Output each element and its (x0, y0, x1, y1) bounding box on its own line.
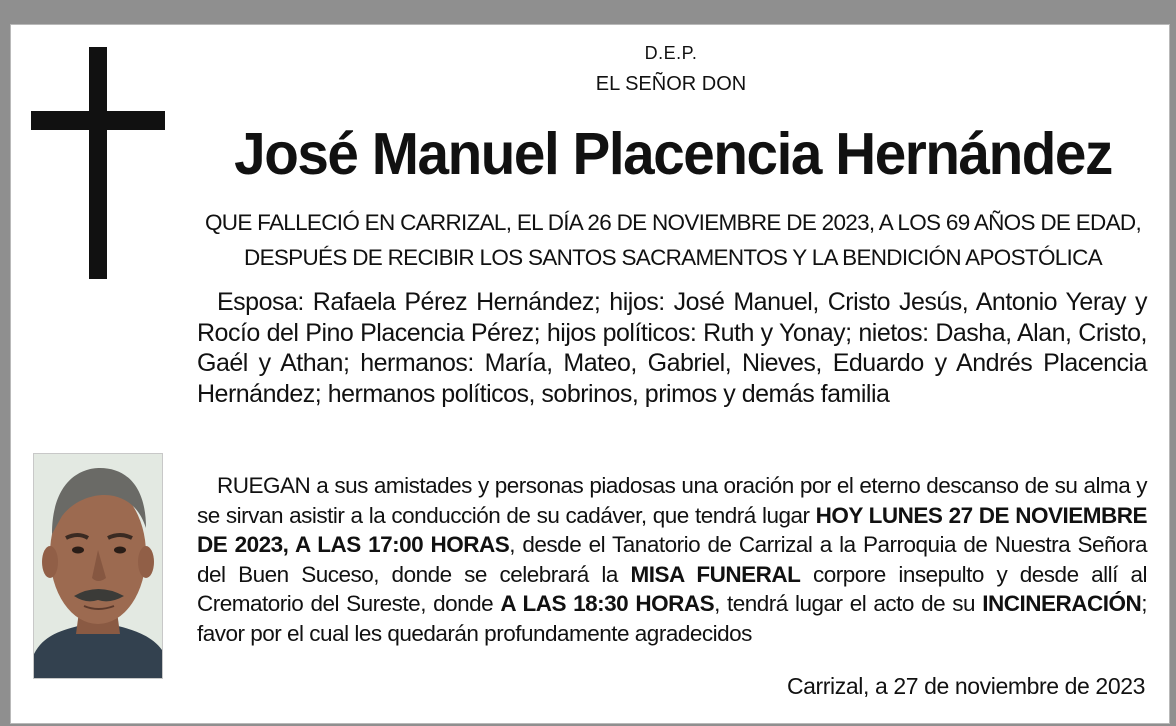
funeral-request (197, 471, 1147, 648)
intro-label: EL SEÑOR DON (595, 73, 747, 95)
place-date: Carrizal, a 27 de noviembre de 2023 (786, 673, 1145, 699)
portrait-icon (34, 454, 162, 678)
deceased-name: José Manuel Placencia Hernández (234, 121, 1112, 187)
request-text-3: corpore insepulto y desde allí al Crematorio del Sureste, donde (197, 561, 1147, 616)
dep-label: D.E.P. (644, 43, 698, 63)
request-cremation-time: A LAS 18:30 HORAS (500, 591, 715, 616)
request-date-time: HOY LUNES 27 DE NOVIEMBRE DE 2023, A LAS 17:00 HORAS (197, 502, 1147, 557)
request-text-2: , desde el Tanatorio de Carrizal a la Parroquia de Nuestra Señora del Buen Suceso, donde se celebrará la (197, 532, 1148, 587)
request-text-1: RUEGAN a sus amistades y personas piadosas una oración por el eterno descanso de su alma y se sirvan asistir a la conducción de su cadáver, que tendrá lugar (197, 473, 1147, 528)
request-text-4: , tendrá lugar el acto de su (714, 591, 983, 616)
obituary-card (10, 24, 1170, 724)
death-notice: QUE FALLECIÓ EN CARRIZAL, EL DÍA 26 DE NOVIEMBRE DE 2023, A LOS 69 AÑOS DE EDAD, DESPUÉS DE RECIBIR LOS SANTOS SACRAMENTOS Y LA BENDICIÓN APOSTÓLICA (204, 210, 1142, 270)
portrait-photo (33, 453, 163, 679)
cross-icon (31, 47, 165, 279)
request-incineration: INCINERACIÓN (982, 591, 1142, 616)
request-text-5: ; favor por el cual les quedarán profundamente agradecidos (197, 591, 1147, 646)
family-list: Esposa: Rafaela Pérez Hernández; hijos: José Manuel, Cristo Jesús, Antonio Yeray y Rocío del Pino Placencia Pérez; hijos políticos: Ruth y Yonay; nietos: Dasha, Alan, Cristo, Gaél y Athan; hermanos: María, Mateo, Gabriel, Nieves, Eduardo y Andrés Placencia Hernández; hermanos políticos, sobrinos, primos y demás familia (197, 288, 1147, 408)
request-mass: MISA FUNERAL (630, 561, 801, 587)
